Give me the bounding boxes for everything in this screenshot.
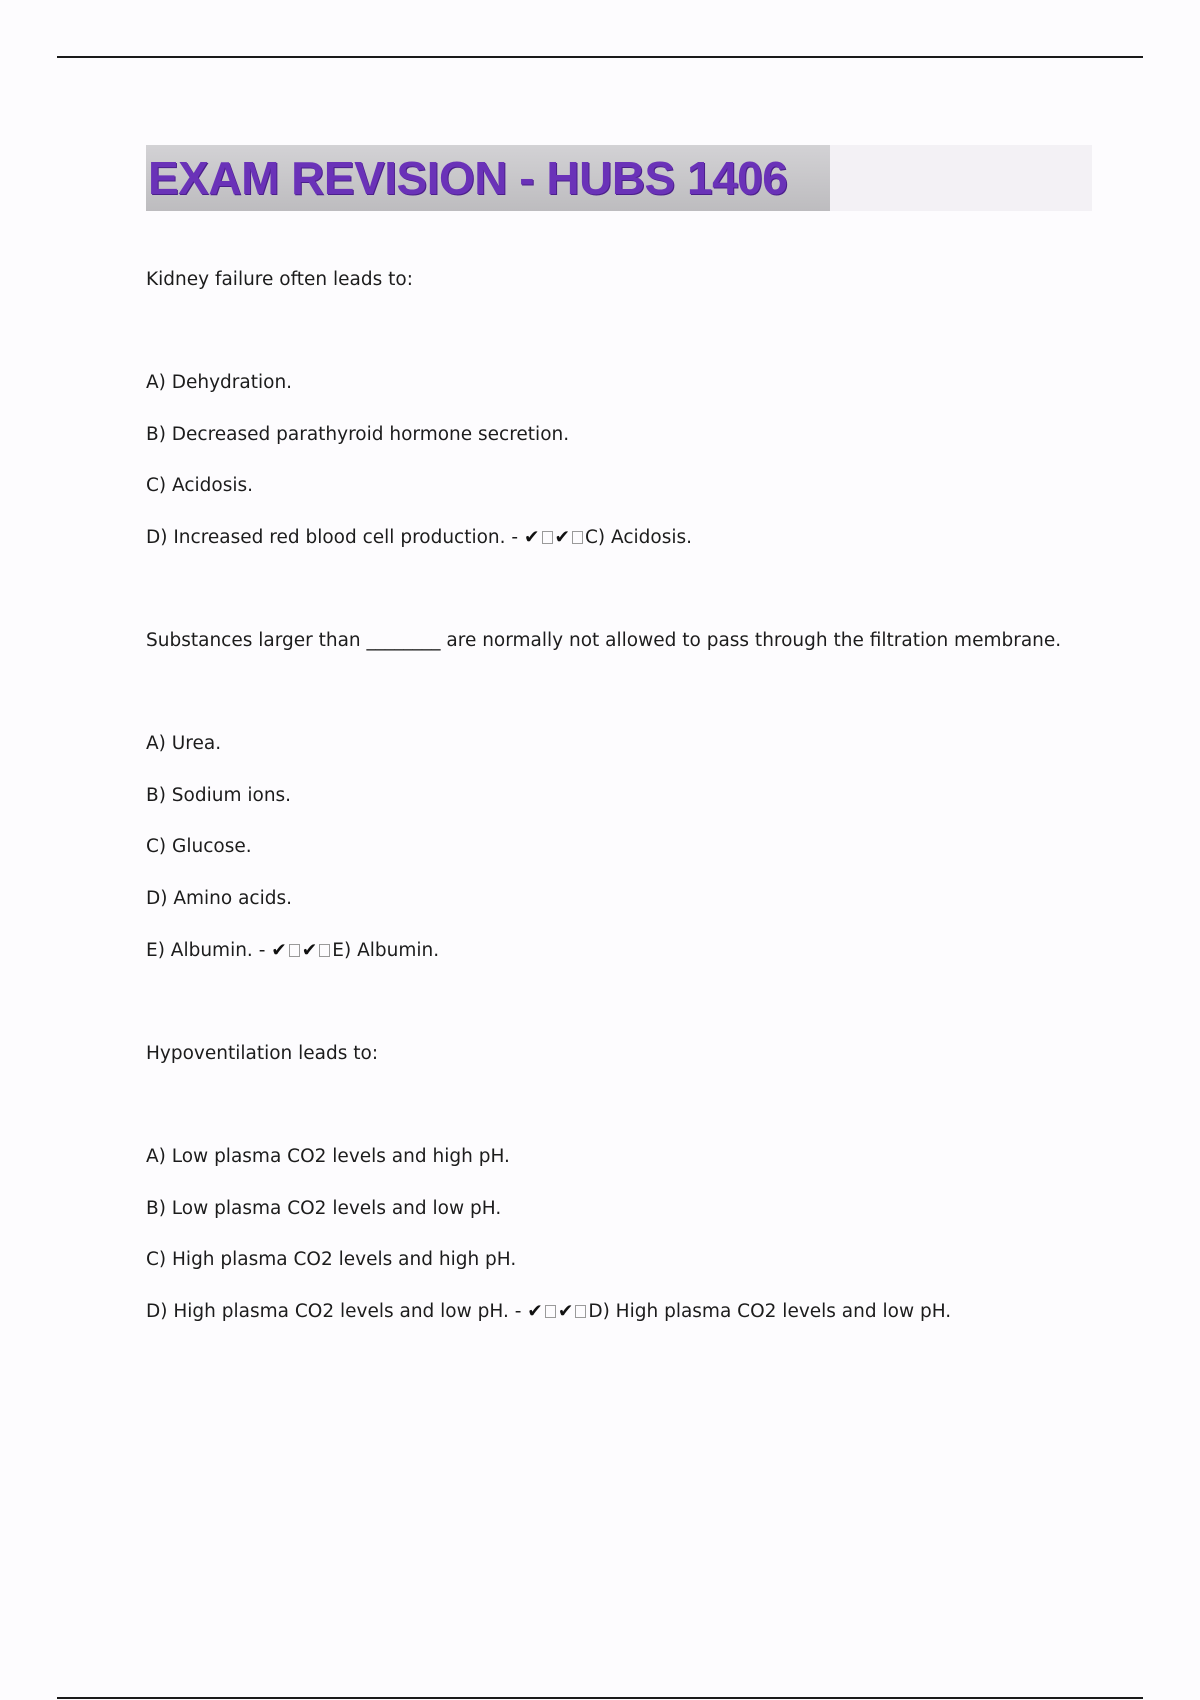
question-2-option-a: A) Urea. xyxy=(146,733,222,754)
question-3-option-b: B) Low plasma CO2 levels and low pH. xyxy=(146,1198,502,1219)
question-3-option-c: C) High plasma CO2 levels and high pH. xyxy=(146,1249,517,1270)
question-2-option-b: B) Sodium ions. xyxy=(146,785,292,806)
empty-box-icon xyxy=(289,944,300,957)
question-3-option-a: A) Low plasma CO2 levels and high pH. xyxy=(146,1146,510,1167)
question-3-prompt: Hypoventilation leads to: xyxy=(146,1043,379,1064)
empty-box-icon xyxy=(319,944,330,957)
question-2-answer: E) Albumin. xyxy=(332,940,440,961)
question-3-answer: D) High plasma CO2 levels and low pH. xyxy=(588,1301,952,1322)
empty-box-icon xyxy=(572,531,583,544)
question-1-answer: C) Acidosis. xyxy=(585,527,693,548)
question-1-option-d: D) Increased red blood cell production. - xyxy=(146,527,524,548)
question-1-option-d-answer-line xyxy=(146,526,692,550)
footer-rule xyxy=(57,1697,1143,1699)
question-2-prompt: Substances larger than ________ are normally not allowed to pass through the filtration membrane. xyxy=(146,630,1062,651)
question-3-option-d-answer-line xyxy=(146,1300,951,1324)
check-icon: ✔ xyxy=(554,527,571,548)
question-1-prompt: Kidney failure often leads to: xyxy=(146,269,413,290)
question-2-option-c: C) Glucose. xyxy=(146,836,252,857)
empty-box-icon xyxy=(575,1305,586,1318)
check-icon: ✔ xyxy=(523,527,540,548)
title-box xyxy=(146,145,830,211)
check-icon: ✔ xyxy=(301,940,318,961)
header-rule xyxy=(57,56,1143,58)
question-1-option-a: A) Dehydration. xyxy=(146,372,293,393)
check-icon: ✔ xyxy=(557,1301,574,1322)
question-3-option-d: D) High plasma CO2 levels and low pH. - xyxy=(146,1301,528,1322)
empty-box-icon xyxy=(542,531,553,544)
check-icon: ✔ xyxy=(527,1301,543,1322)
document-title: EXAM REVISION - HUBS 1406 xyxy=(148,152,788,204)
question-2-option-e-answer-line xyxy=(146,939,439,963)
check-icon: ✔ xyxy=(271,940,287,961)
question-1-option-b: B) Decreased parathyroid hormone secretion. xyxy=(146,424,570,445)
empty-box-icon xyxy=(545,1305,556,1318)
question-2-option-e: E) Albumin. - xyxy=(146,940,272,961)
question-1-option-c: C) Acidosis. xyxy=(146,475,254,496)
question-2-option-d: D) Amino acids. xyxy=(146,888,292,909)
